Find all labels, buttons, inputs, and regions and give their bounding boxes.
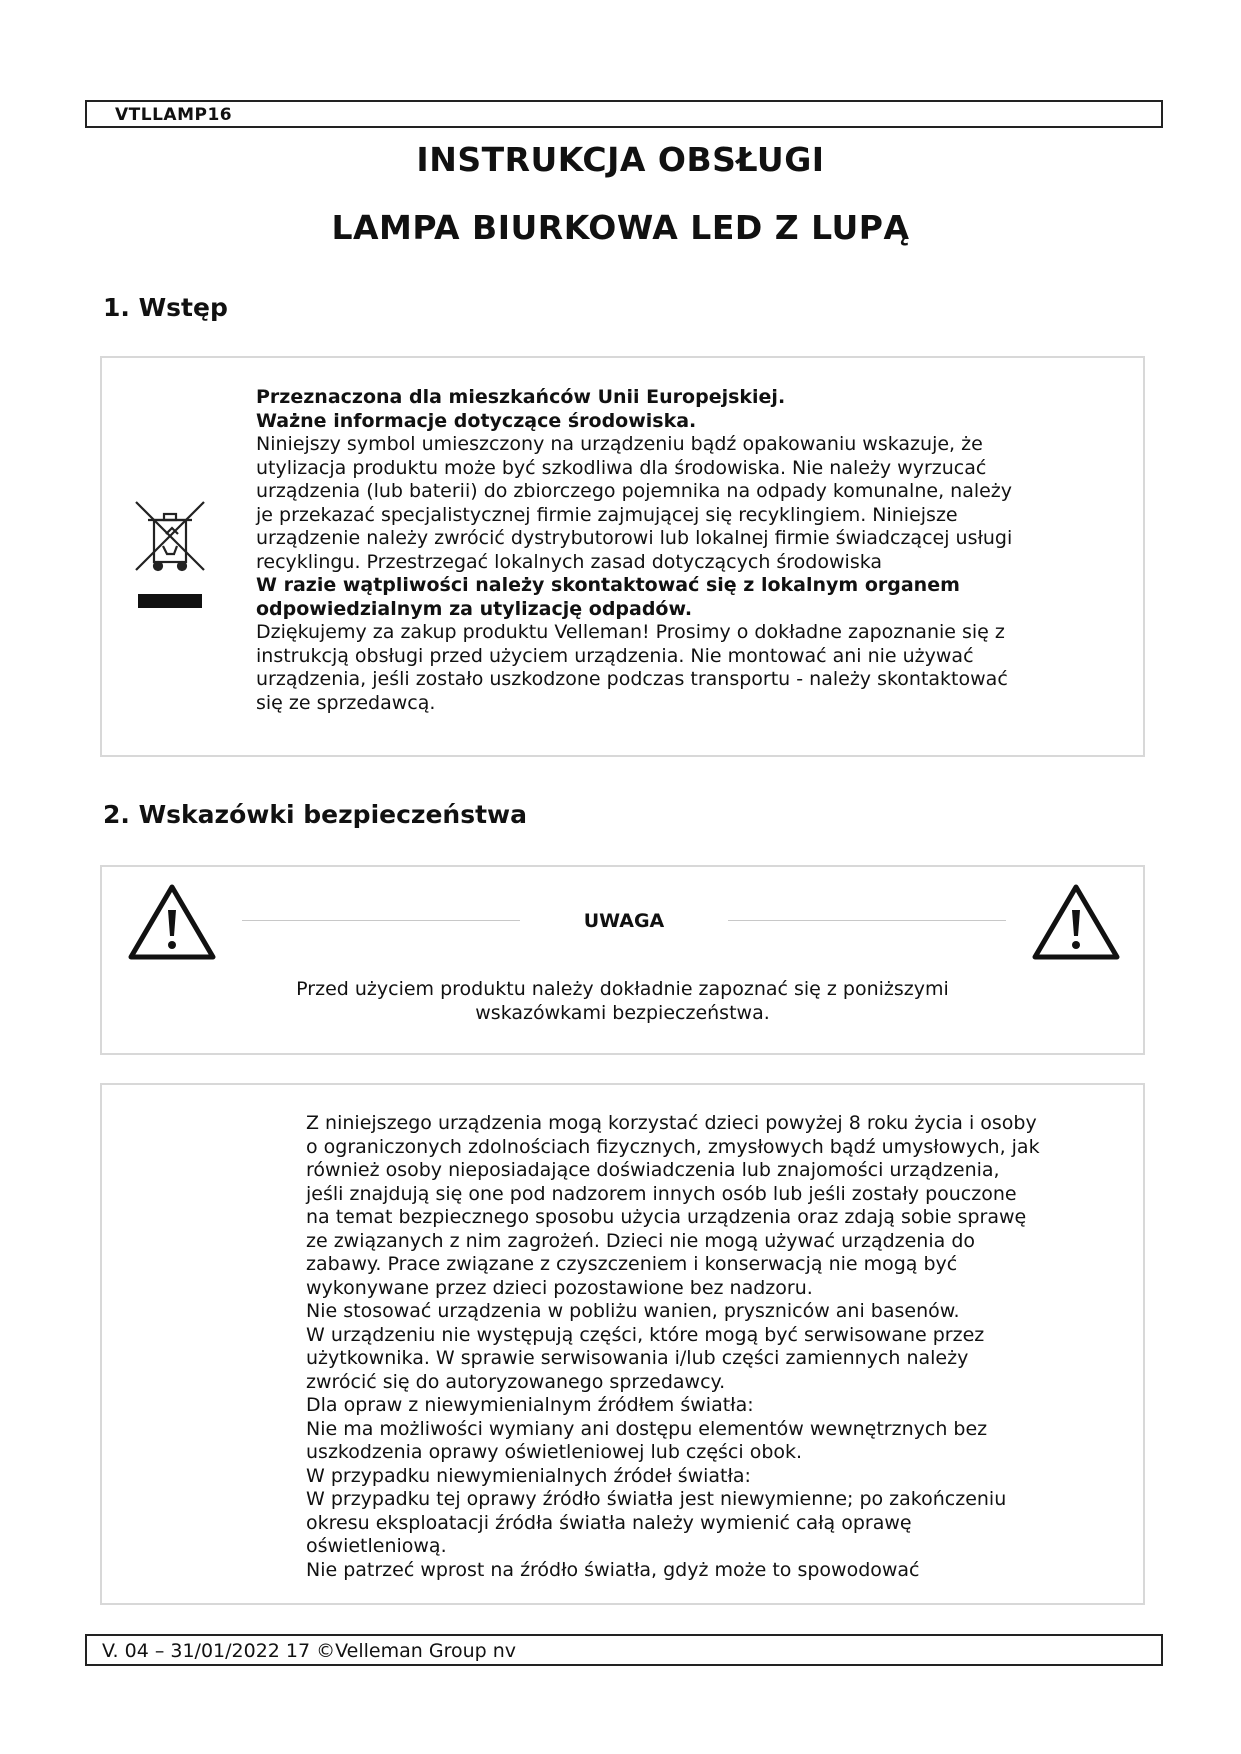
notice-line: odpowiedzialnym za utylizację odpadów. xyxy=(256,597,693,620)
warning-title: UWAGA xyxy=(583,910,665,932)
text-line: na temat bezpiecznego sposobu użycia urządzenia oraz zdają sobie sprawę xyxy=(306,1206,1027,1228)
text-line: urządzenia (lub baterii) do zbiorczego pojemnika na odpady komunalne, należy xyxy=(256,480,1013,502)
warning-text-line: Przed użyciem produktu należy dokładnie zapoznać się z poniższymi xyxy=(296,978,949,1000)
notice-line: W razie wątpliwości należy skontaktować się z lokalnym organem xyxy=(256,574,960,596)
text-line: jeśli znajdują się one pod nadzorem innych osób lub jeśli zostały pouczone xyxy=(306,1182,1017,1205)
warning-triangle-icon xyxy=(1031,882,1121,962)
text-line: instrukcją obsługi przed użyciem urządzenia. Nie montować ani nie używać xyxy=(256,644,974,667)
document-title: INSTRUKCJA OBSŁUGI xyxy=(416,140,825,179)
footer-version-text: V. 04 – 31/01/2022 17 ©Velleman Group nv xyxy=(102,1640,517,1662)
text-line: ze związanych z nim zagrożeń. Dzieci nie mogą używać urządzenia do xyxy=(306,1229,975,1252)
product-title: LAMPA BIURKOWA LED Z LUPĄ xyxy=(331,208,910,247)
text-line: użytkownika. W sprawie serwisowania i/lub części zamiennych należy xyxy=(306,1347,969,1369)
text-line: zwrócić się do autoryzowanego sprzedawcy. xyxy=(306,1370,726,1393)
footer-box xyxy=(85,1634,1163,1666)
text-line: zabawy. Prace związane z czyszczeniem i konserwacją nie mogą być xyxy=(306,1253,958,1275)
text-line: uszkodzenia oprawy oświetleniowej lub części obok. xyxy=(306,1441,803,1463)
text-line: Dziękujemy za zakup produktu Velleman! Prosimy o dokładne zapoznanie się z xyxy=(256,621,1005,643)
text-line: Z niniejszego urządzenia mogą korzystać dzieci powyżej 8 roku życia i osoby xyxy=(306,1112,1037,1134)
text-line: recyklingu. Przestrzegać lokalnych zasad dotyczących środowiska xyxy=(256,550,883,573)
divider-line xyxy=(728,920,1006,921)
warning-triangle-icon xyxy=(127,882,217,962)
warning-text-line: wskazówkami bezpieczeństwa. xyxy=(475,1001,770,1024)
section-heading-safety: 2. Wskazówki bezpieczeństwa xyxy=(103,800,528,829)
safety-text-block xyxy=(306,1112,1136,1582)
header-model-box xyxy=(85,100,1163,128)
text-line: Dla opraw z niewymienialnym źródłem światła: xyxy=(306,1394,754,1416)
text-line: W przypadku tej oprawy źródło światła jest niewymienne; po zakończeniu xyxy=(306,1488,1007,1510)
environment-text-block xyxy=(256,386,1136,715)
text-line: Nie stosować urządzenia w pobliżu wanien, pryszniców ani basenów. xyxy=(306,1300,960,1322)
warning-text-block xyxy=(100,978,1145,1025)
text-line: okresu eksploatacji źródła światła należy wymienić całą oprawę xyxy=(306,1511,912,1534)
model-code: VTLLAMP16 xyxy=(115,105,233,125)
section-heading-intro: 1. Wstęp xyxy=(103,293,228,322)
warning-panel xyxy=(100,865,1145,1055)
text-line: oświetleniową. xyxy=(306,1535,447,1557)
environment-info-line: Ważne informacje dotyczące środowiska. xyxy=(256,409,697,432)
eu-residents-line: Przeznaczona dla mieszkańców Unii Europejskiej. xyxy=(256,386,786,408)
weee-bin-icon xyxy=(130,498,210,613)
text-line: o ograniczonych zdolnościach fizycznych, zmysłowych bądź umysłowych, jak xyxy=(306,1135,1040,1158)
text-line: Nie ma możliwości wymiany ani dostępu elementów wewnętrznych bez xyxy=(306,1417,988,1440)
text-line: Niniejszy symbol umieszczony na urządzeniu bądź opakowaniu wskazuje, że xyxy=(256,433,983,455)
text-line: Nie patrzeć wprost na źródło światła, gdyż może to spowodować xyxy=(306,1558,920,1581)
text-line: urządzenia, jeśli zostało uszkodzone podczas transportu - należy skontaktować xyxy=(256,668,1008,690)
text-line: się ze sprzedawcą. xyxy=(256,691,436,714)
text-line: również osoby nieposiadające doświadczenia lub znajomości urządzenia, xyxy=(306,1159,1000,1181)
text-line: W przypadku niewymienialnych źródeł światła: xyxy=(306,1464,751,1487)
text-line: urządzenie należy zwrócić dystrybutorowi lub lokalnej firmie świadczącej usługi xyxy=(256,527,1013,549)
divider-line xyxy=(242,920,520,921)
text-line: utylizacja produktu może być szkodliwa dla środowiska. Nie należy wyrzucać xyxy=(256,456,987,479)
text-line: W urządzeniu nie występują części, które mogą być serwisowane przez xyxy=(306,1323,985,1346)
text-line: wykonywane przez dzieci pozostawione bez nadzoru. xyxy=(306,1276,813,1299)
text-line: je przekazać specjalistycznej firmie zajmującej się recyklingiem. Niniejsze xyxy=(256,503,958,526)
